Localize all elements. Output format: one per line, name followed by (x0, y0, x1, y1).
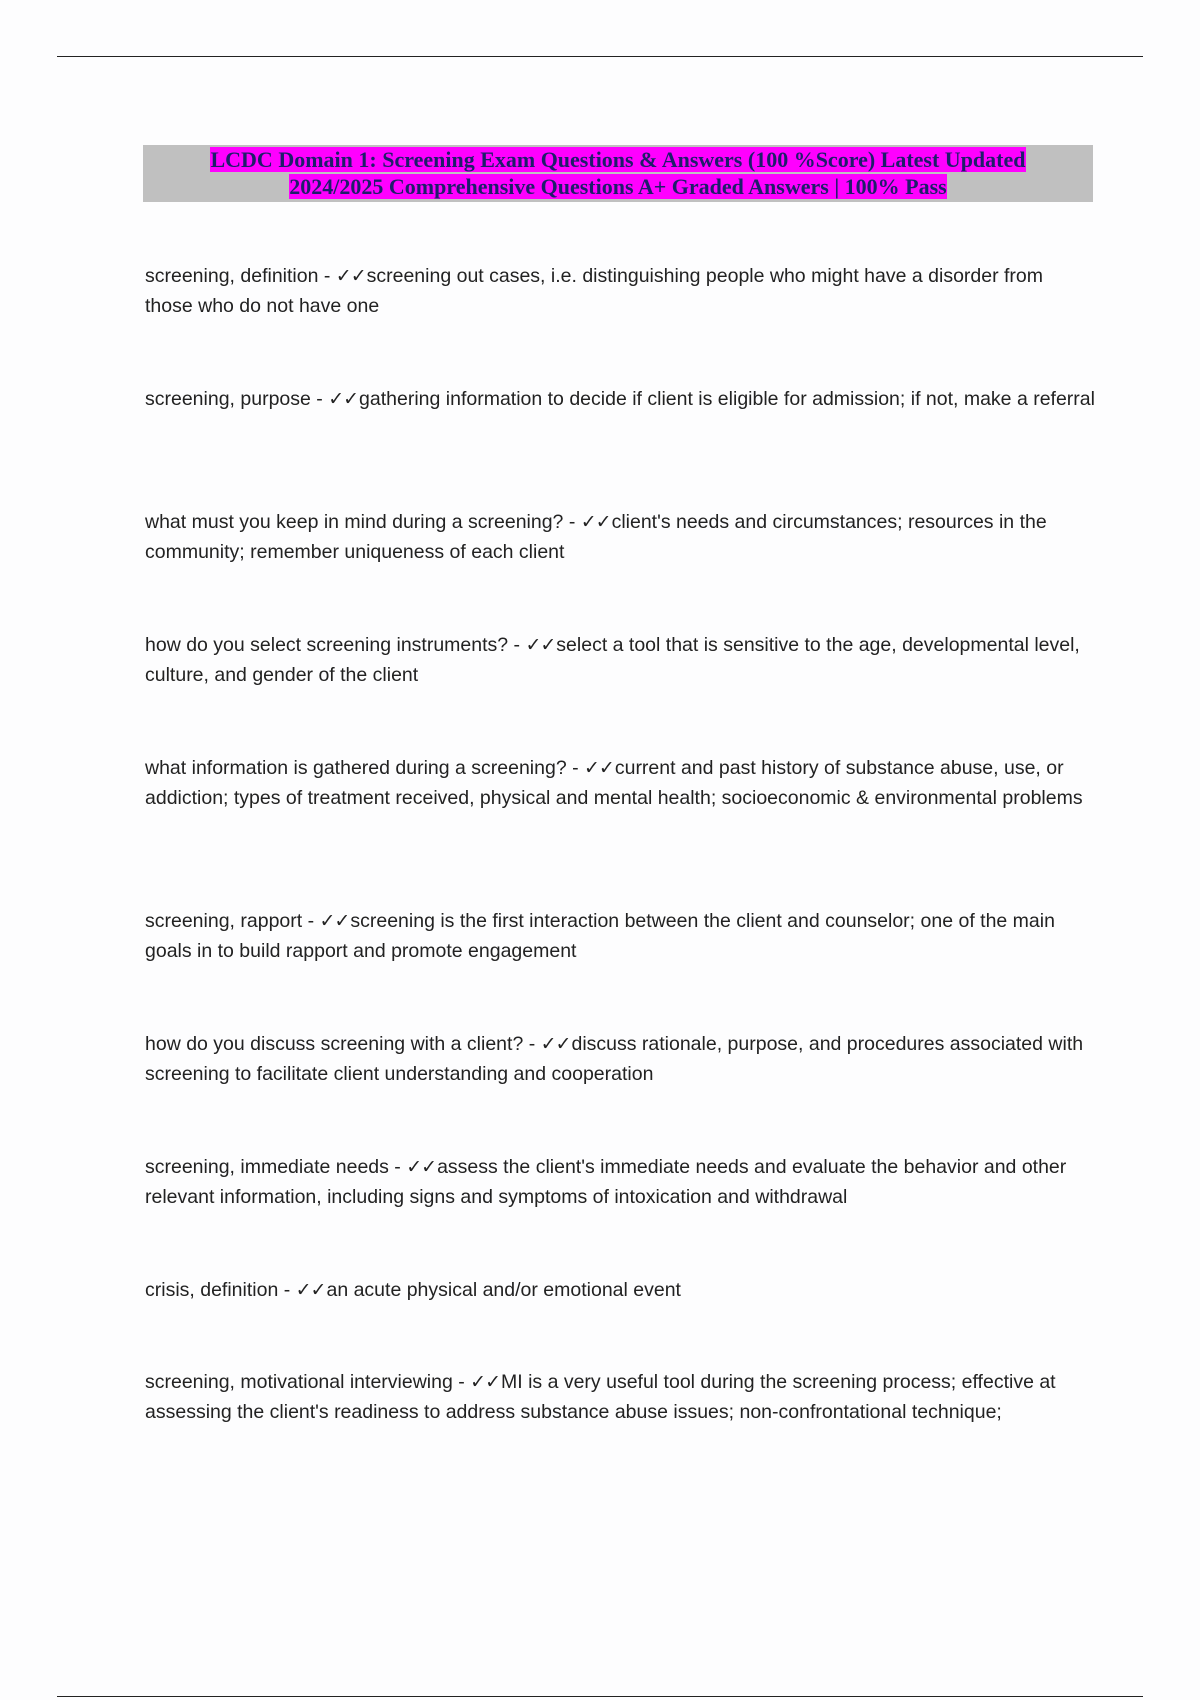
qa-answer: MI is a very useful tool during the screening process; effective at assessing the client's readiness to address substance abuse issues; non-confrontational technique; (145, 1371, 1056, 1423)
qa-term: what must you keep in mind during a screening? - (145, 511, 581, 533)
checkmark-icon: ✓✓ (525, 634, 556, 656)
title-line-1: LCDC Domain 1: Screening Exam Questions & Answers (100 %Score) Latest Updated (210, 147, 1026, 172)
qa-answer: an acute physical and/or emotional event (326, 1279, 681, 1301)
checkmark-icon: ✓✓ (584, 757, 614, 779)
qa-item (145, 385, 1095, 415)
qa-item (145, 907, 1095, 966)
checkmark-icon: ✓✓ (406, 1156, 437, 1178)
qa-answer: screening out cases, i.e. distinguishing people who might have a disorder from those who do not have one (145, 265, 1044, 317)
qa-term: how do you discuss screening with a client? - (145, 1033, 541, 1055)
qa-item (145, 1368, 1095, 1427)
checkmark-icon: ✓✓ (319, 910, 350, 932)
qa-item (145, 754, 1095, 813)
checkmark-icon: ✓✓ (470, 1371, 500, 1393)
qa-answer: gathering information to decide if client is eligible for admission; if not, make a referral (359, 388, 1095, 410)
checkmark-icon: ✓✓ (540, 1033, 571, 1055)
qa-term: screening, definition - (145, 265, 336, 287)
qa-term: crisis, definition - (145, 1279, 296, 1301)
qa-term: what information is gathered during a screening? - (145, 757, 584, 779)
qa-answer: current and past history of substance abuse, use, or addiction; types of treatment received, physical and mental health; socioeconomic & environmental problems (145, 757, 1083, 809)
checkmark-icon: ✓✓ (580, 511, 611, 533)
qa-item (145, 1030, 1095, 1089)
qa-answer: discuss rationale, purpose, and procedures associated with screening to facilitate client understanding and cooperation (145, 1033, 1084, 1085)
qa-term: screening, motivational interviewing - (145, 1371, 471, 1393)
qa-answer: assess the client's immediate needs and evaluate the behavior and other relevant information, including signs and symptoms of intoxication and withdrawal (145, 1156, 1067, 1208)
checkmark-icon: ✓✓ (328, 388, 359, 410)
qa-item (145, 631, 1095, 690)
qa-answer: select a tool that is sensitive to the age, developmental level, culture, and gender of the client (145, 634, 1080, 686)
document-title (143, 145, 1093, 202)
qa-item (145, 508, 1095, 567)
qa-item (145, 1276, 1095, 1306)
qa-term: screening, immediate needs - (145, 1156, 407, 1178)
qa-term: screening, purpose - (145, 388, 329, 410)
title-line-2: 2024/2025 Comprehensive Questions A+ Graded Answers | 100% Pass (289, 174, 947, 199)
qa-item (145, 1153, 1095, 1212)
qa-term: screening, rapport - (145, 910, 320, 932)
checkmark-icon: ✓✓ (335, 265, 366, 287)
checkmark-icon: ✓✓ (295, 1279, 326, 1301)
qa-term: how do you select screening instruments? - (145, 634, 526, 656)
qa-item (145, 262, 1095, 321)
top-rule (57, 56, 1143, 57)
bottom-rule (57, 1696, 1143, 1697)
qa-answer: client's needs and circumstances; resources in the community; remember uniqueness of each client (145, 511, 1047, 563)
qa-answer: screening is the first interaction between the client and counselor; one of the main goals in to build rapport and promote engagement (145, 910, 1055, 962)
